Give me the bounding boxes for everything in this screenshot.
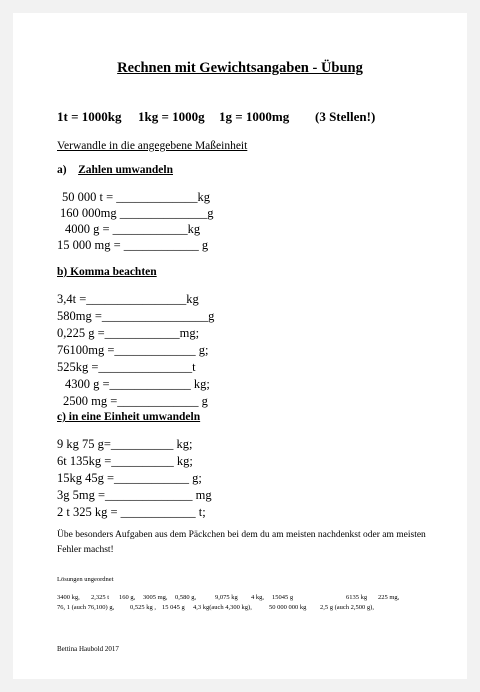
solution-item: 4 kg, xyxy=(251,594,264,601)
solution-item: 76, 1 (auch 76,100) g, xyxy=(57,604,115,611)
exercise-b-1: 3,4t =________________kg xyxy=(57,292,199,306)
exercise-c-3: 15kg 45g =____________ g; xyxy=(57,471,202,485)
solution-item: 0,580 g, xyxy=(175,594,197,601)
exercise-a-1: 50 000 t = _____________kg xyxy=(62,190,211,204)
section-a-title: Zahlen umwandeln xyxy=(78,164,173,176)
exercise-a-2: 160 000mg ______________g xyxy=(60,206,214,220)
exercise-c-2: 6t 135kg =__________ kg; xyxy=(57,454,193,468)
section-b-heading xyxy=(57,266,157,278)
exercise-b-7: 2500 mg =_____________ g xyxy=(63,394,208,408)
solution-item: 15045 g xyxy=(272,594,294,601)
exercise-a-4: 15 000 mg = ____________ g xyxy=(57,238,209,252)
solution-item: 6135 kg xyxy=(346,594,368,601)
solution-item: 9,075 kg xyxy=(215,594,238,601)
solution-item: 50 000 000 kg xyxy=(269,604,307,611)
solution-item: 0,525 kg , xyxy=(130,604,156,611)
worksheet-page xyxy=(13,13,467,679)
instruction: Verwandle in die angegebene Maßeinheit xyxy=(57,140,248,152)
solution-item: 15 045 g xyxy=(162,604,185,611)
solution-item: 160 g, xyxy=(119,594,136,601)
unit-g-mg: 1g = 1000mg xyxy=(219,109,290,124)
section-b-title: b) Komma beachten xyxy=(57,266,157,278)
exercise-a-3: 4000 g = ____________kg xyxy=(65,222,201,236)
author-credit: Bettina Haubold 2017 xyxy=(57,645,119,653)
unit-note: (3 Stellen!) xyxy=(315,109,376,124)
solution-item: 225 mg, xyxy=(378,594,400,601)
closing-note: Übe besonders Aufgaben aus dem Päckchen bei dem du am meisten nachdenkst oder am meisten Fehler machst! xyxy=(57,530,426,555)
unit-kg-g: 1kg = 1000g xyxy=(138,109,205,124)
solution-item: 3005 mg, xyxy=(143,594,168,601)
section-a-heading xyxy=(57,164,173,176)
unit-ton-kg: 1t = 1000kg xyxy=(57,109,122,124)
exercise-b-2: 580mg =_________________g xyxy=(57,309,215,323)
solution-item: 3400 kg, xyxy=(57,594,80,601)
exercise-b-4: 76100mg =_____________ g; xyxy=(57,343,209,357)
section-c-heading xyxy=(57,411,200,423)
solution-item: 2,325 t xyxy=(91,594,110,601)
solutions-heading: Lösungen ungeordnet xyxy=(57,576,114,583)
exercise-c-5: 2 t 325 kg = ____________ t; xyxy=(57,505,206,519)
solution-item: 4,3 kg(auch 4,300 kg), xyxy=(193,604,252,611)
exercise-c-4: 3g 5mg =______________ mg xyxy=(57,488,212,502)
solution-item: 2,5 g (auch 2,500 g), xyxy=(320,604,374,611)
section-a-prefix: a) xyxy=(57,164,67,176)
page-title: Rechnen mit Gewichtsangaben - Übung xyxy=(117,60,363,76)
section-c-title: c) in eine Einheit umwandeln xyxy=(57,411,201,423)
exercise-b-5: 525kg =_______________t xyxy=(57,360,196,374)
exercise-b-3: 0,225 g =____________mg; xyxy=(57,326,200,340)
exercise-c-1: 9 kg 75 g=__________ kg; xyxy=(57,437,193,451)
exercise-b-6: 4300 g =_____________ kg; xyxy=(65,377,210,391)
